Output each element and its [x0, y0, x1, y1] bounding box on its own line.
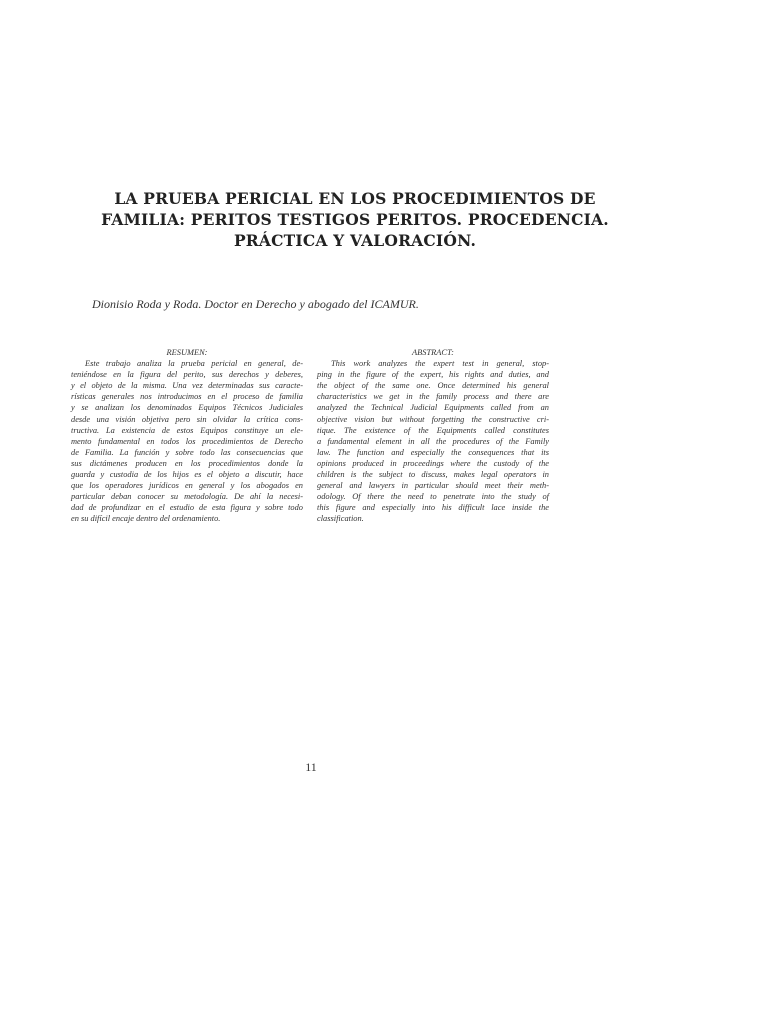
abstract-line: characteristics we get in the family process and there are [317, 392, 549, 402]
resumen-line: teniéndose en la figura del perito, sus derechos y deberes, [71, 370, 303, 380]
author-line: Dionisio Roda y Roda. Doctor en Derecho y abogado del ICAMUR. [92, 297, 419, 311]
resumen-line: desde una visión objetiva pero sin olvidar la crítica cons- [71, 414, 303, 424]
resumen-line: Este trabajo analiza la prueba pericial en general, de- [85, 359, 303, 369]
abstract-line: children is the subject to discuss, makes legal operators in [317, 470, 549, 480]
resumen-heading: RESUMEN: [166, 348, 208, 357]
resumen-line: dad de profundizar en el estudio de esta figura y sobre todo [71, 503, 303, 513]
abstract-line: law. The function and especially the consequences that its [317, 447, 549, 457]
resumen-line: de Familia. La función y sobre todo las consecuencias que [71, 447, 303, 457]
abstract-line: analyzed the Technical Judicial Equipments called from an [317, 403, 549, 413]
abstract-line: classification. [317, 514, 364, 524]
abstract-line: general and lawyers in particular should meet their meth- [317, 481, 549, 491]
resumen-line: y el objeto de la misma. Una vez determinadas sus caracte- [71, 381, 303, 391]
resumen-line: en su difícil encaje dentro del ordenamiento. [71, 514, 221, 524]
resumen-line: que los operadores jurídicos en general y los abogados en [71, 481, 303, 491]
abstract-line: This work analyzes the expert test in general, stop- [331, 359, 549, 369]
resumen-line: tructiva. La existencia de estos Equipos constituye un ele- [71, 425, 303, 435]
abstract-line: odology. Of there the need to penetrate into the study of [317, 492, 549, 502]
title-line: PRÁCTICA Y VALORACIÓN. [233, 231, 477, 250]
abstract-line: a fundamental element in all the procedures of the Family [317, 436, 549, 446]
abstract-line: the object of the same one. Once determined his general [317, 381, 549, 391]
article-title [90, 188, 620, 251]
resumen-line: mento fundamental en todos los procedimientos de Derecho [71, 436, 303, 446]
page-number: 11 [305, 760, 317, 774]
abstract-column [317, 347, 549, 525]
resumen-line: guarda y custodia de los hijos es el objeto a discutir, hace [71, 470, 303, 480]
resumen-line: particular deban conocer su metodología. De ahí la necesi- [71, 492, 303, 502]
resumen-line: sus dictámenes producen en los procedimientos donde la [71, 458, 303, 468]
abstract-heading: ABSTRACT: [412, 348, 454, 357]
abstract-line: opinions produced in proceedings where the custody of the [317, 458, 549, 468]
abstract-line: tique. The existence of the Equipments called constitutes [317, 425, 549, 435]
abstract-line: objective vision but without forgetting the constructive cri- [317, 414, 549, 424]
abstract-line: ping in the figure of the expert, his rights and duties, and [317, 370, 549, 380]
resumen-column [71, 347, 303, 525]
resumen-line: rísticas generales nos introducimos en el proceso de familia [71, 392, 303, 402]
title-line: FAMILIA: PERITOS TESTIGOS PERITOS. PROCEDENCIA. [101, 210, 609, 229]
title-line: LA PRUEBA PERICIAL EN LOS PROCEDIMIENTOS DE [114, 189, 596, 208]
abstract-line: this figure and especially into his difficult lace inside the [317, 503, 549, 513]
resumen-line: y se analizan los denominados Equipos Técnicos Judiciales [71, 403, 303, 413]
